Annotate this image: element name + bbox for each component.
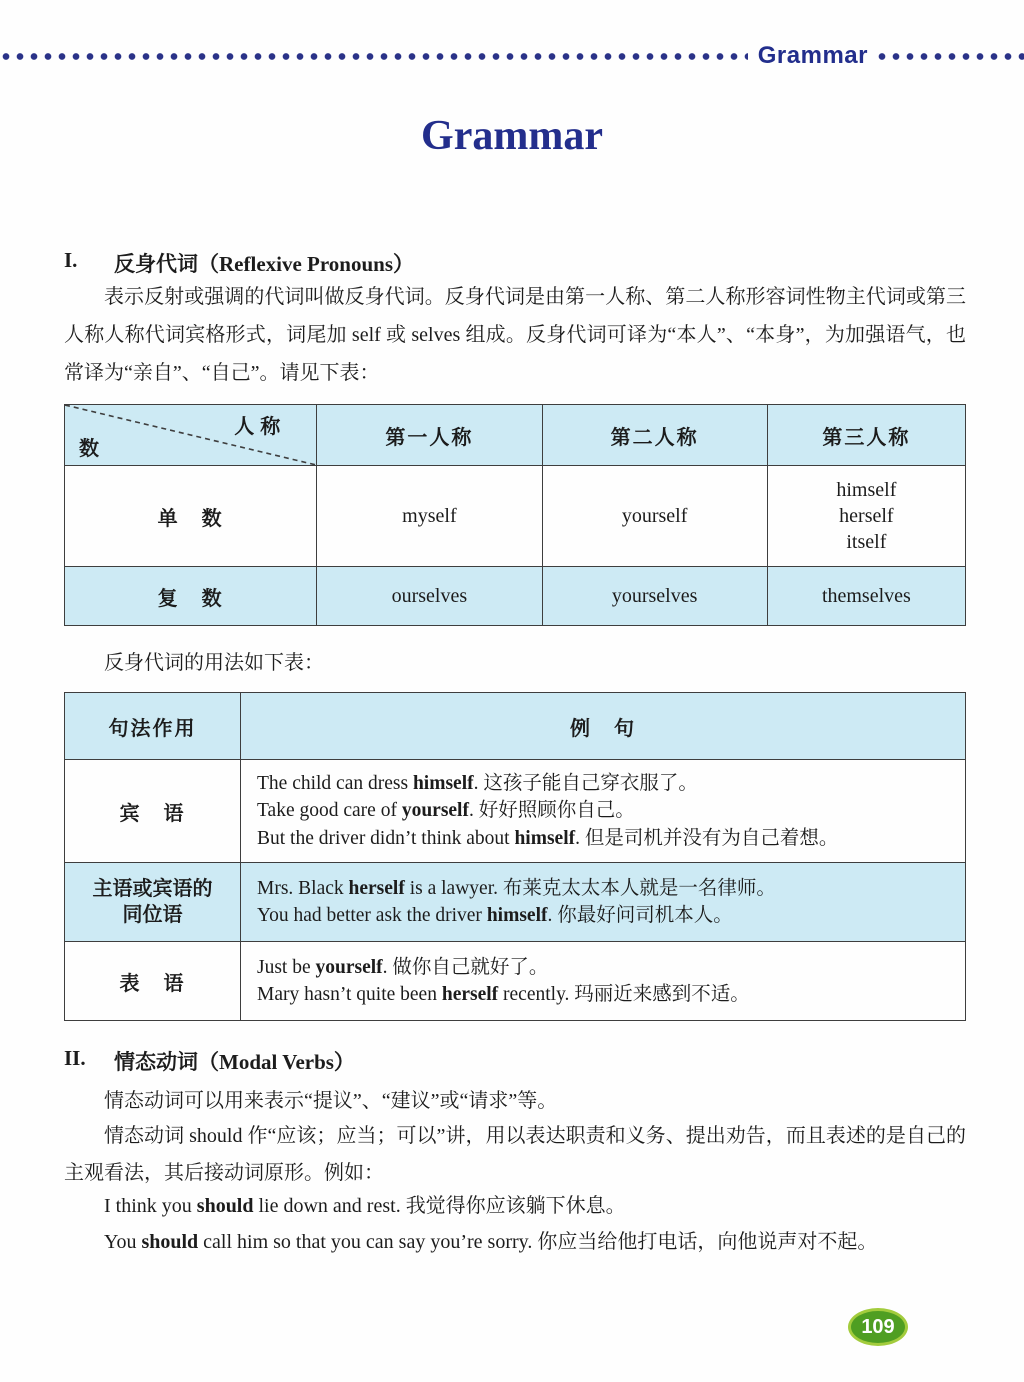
label-line: 同位语 — [122, 904, 183, 926]
example-sentence: Mrs. Black herself is a lawyer. 布莱克太太本人就是一名律师。 — [257, 877, 776, 899]
section1-heading — [64, 248, 966, 278]
table-row — [65, 942, 966, 1021]
table-row — [65, 760, 966, 863]
table2-examples-cell — [241, 942, 966, 1021]
table2-row-predicative-label: 表 语 — [65, 942, 241, 1021]
example-sentence: Just be yourself. 做你自己就好了。 — [257, 956, 549, 978]
table1-cell: themselves — [767, 567, 965, 626]
table1-cell: yourself — [542, 466, 767, 567]
section2-paragraph-2: 情态动词 should 作“应该；应当；可以”讲，用以表达职责和义务、提出劝告，而且表述的是自己的主观看法，其后接动词原形。例如： — [64, 1125, 966, 1184]
table1-corner-cell — [65, 405, 317, 466]
example-sentence: Mary hasn’t quite been herself recently. 玛丽近来感到不适。 — [257, 984, 750, 1005]
table-row — [65, 863, 966, 942]
example-sentence: You had better ask the driver himself. 你最好问司机本人。 — [257, 905, 733, 926]
table1-cell-line: itself — [846, 531, 887, 553]
usage-table-caption: 反身代词的用法如下表： — [104, 652, 324, 674]
table-row — [65, 466, 966, 567]
dotted-rule — [2, 42, 1024, 70]
label-line: 主语或宾语的 — [92, 878, 213, 900]
table1-corner-number-label: 数 — [79, 438, 99, 460]
example-sentence: Take good care of yourself. 好好照顾你自己。 — [257, 800, 635, 822]
page-number-badge: 109 — [848, 1308, 908, 1346]
table1-cell-line: himself — [836, 479, 897, 501]
section1-number: I. — [64, 248, 78, 272]
running-head-label: Grammar — [757, 42, 868, 69]
section1-intro-paragraph: 表示反射或强调的代词叫做反身代词。反身代词是由第一人称、第二人称形容词性物主代词或第三人称人称代词宾格形式，词尾加 self 或 selves 组成。反身代词可译为“本人”、“本身”，为加强语气，也常译为“亲自”、“自己”。请见下表： — [64, 286, 966, 384]
table1-corner-person-label: 人称 — [234, 416, 287, 438]
table2-row-object-label: 宾 语 — [65, 760, 241, 863]
section2-title: 情态动词（Modal Verbs） — [114, 1050, 355, 1074]
modal-example-sentence: I think you should lie down and rest. 我觉得你应该躺下休息。 — [104, 1195, 626, 1217]
page-title: Grammar — [421, 113, 603, 159]
table1-cell — [767, 466, 965, 567]
table1-row-singular-label: 单 数 — [65, 466, 317, 567]
reflexive-usage-table — [64, 692, 966, 1021]
modal-example-sentence: You should call him so that you can say you’re sorry. 你应当给他打电话，向他说声对不起。 — [104, 1231, 878, 1253]
section2-number: II. — [64, 1046, 86, 1070]
section2-heading — [64, 1046, 966, 1076]
table1-cell: yourselves — [542, 567, 767, 626]
table2-examples-cell — [241, 760, 966, 863]
table1-cell: ourselves — [317, 567, 542, 626]
table-row — [65, 567, 966, 626]
dotted-rule-right — [878, 52, 1024, 61]
dotted-rule-left — [2, 52, 748, 61]
section1-title: 反身代词（Reflexive Pronouns） — [114, 252, 415, 276]
table2-examples-cell — [241, 863, 966, 942]
table1-header-third-person: 第三人称 — [767, 405, 965, 466]
table1-cell: myself — [317, 466, 542, 567]
section2-paragraph-1: 情态动词可以用来表示“提议”、“建议”或“请求”等。 — [104, 1090, 558, 1112]
table2-row-appositive-label — [65, 863, 241, 942]
table1-header-second-person: 第二人称 — [542, 405, 767, 466]
example-sentence: The child can dress himself. 这孩子能自己穿衣服了。 — [257, 772, 698, 794]
table1-cell-line: herself — [839, 505, 894, 527]
table2-header-examples: 例 句 — [241, 693, 966, 760]
table1-header-first-person: 第一人称 — [317, 405, 542, 466]
table2-header-function: 句法作用 — [65, 693, 241, 760]
example-sentence: But the driver didn’t think about himself. 但是司机并没有为自己着想。 — [257, 827, 839, 849]
reflexive-pronoun-table — [64, 404, 966, 626]
table1-row-plural-label: 复 数 — [65, 567, 317, 626]
